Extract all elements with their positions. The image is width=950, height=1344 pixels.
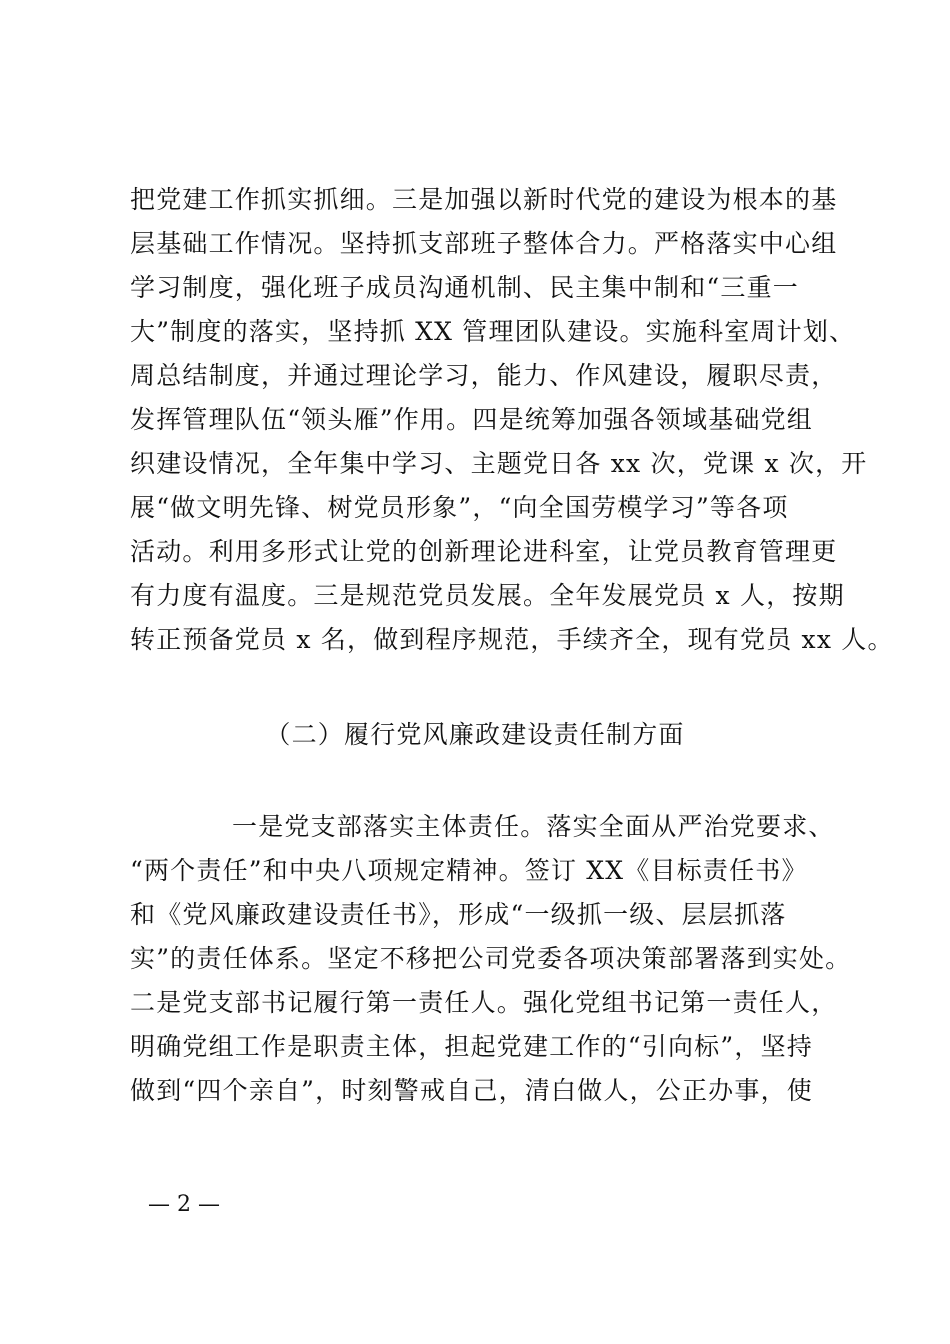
text-line: 把党建工作抓实抓细。三是加强以新时代党的建设为根本的基	[130, 185, 838, 214]
section-heading: （二）履行党风廉政建设责任制方面	[265, 720, 685, 749]
text-line: 二是党支部书记履行第一责任人。强化党组书记第一责任人，	[130, 988, 838, 1017]
text-line: 明确党组工作是职责主体，担起党建工作的“引向标”，坚持	[130, 1032, 813, 1061]
text-line: 和《党风廉政建设责任书》，形成“一级抓一级、层层抓落	[130, 900, 787, 929]
text-line: 周总结制度，并通过理论学习，能力、作风建设，履职尽责，	[130, 361, 838, 390]
text-line: 转正预备党员 x 名，做到程序规范，手续齐全，现有党员 xx 人。	[130, 625, 894, 654]
text-line: 织建设情况，全年集中学习、主题党日各 xx 次，党课 x 次，开	[130, 449, 868, 478]
text-line: 实”的责任体系。坚定不移把公司党委各项决策部署落到实处。	[130, 944, 852, 973]
text-line: 有力度有温度。三是规范党员发展。全年发展党员 x 人，按期	[130, 581, 845, 610]
text-line: 一是党支部落实主体责任。落实全面从严治党要求、	[232, 812, 835, 841]
text-line: 展“做文明先锋、树党员形象”，“向全国劳模学习”等各项	[130, 493, 789, 522]
text-line: 层基础工作情况。坚持抓支部班子整体合力。严格落实中心组	[130, 229, 838, 258]
text-line: 活动。利用多形式让党的创新理论进科室，让党员教育管理更	[130, 537, 838, 566]
text-line: 学习制度，强化班子成员沟通机制、民主集中制和“三重一	[130, 273, 799, 302]
page-number: — 2 —	[148, 1192, 220, 1217]
text-line: 做到“四个亲自”，时刻警戒自己，清白做人，公正办事，使	[130, 1076, 813, 1105]
text-line: “两个责任”和中央八项规定精神。签订 XX《目标责任书》	[130, 856, 808, 885]
text-line: 大”制度的落实，坚持抓 XX 管理团队建设。实施科室周计划、	[130, 317, 856, 346]
text-line: 发挥管理队伍“领头雁”作用。四是统筹加强各领域基础党组	[130, 405, 813, 434]
